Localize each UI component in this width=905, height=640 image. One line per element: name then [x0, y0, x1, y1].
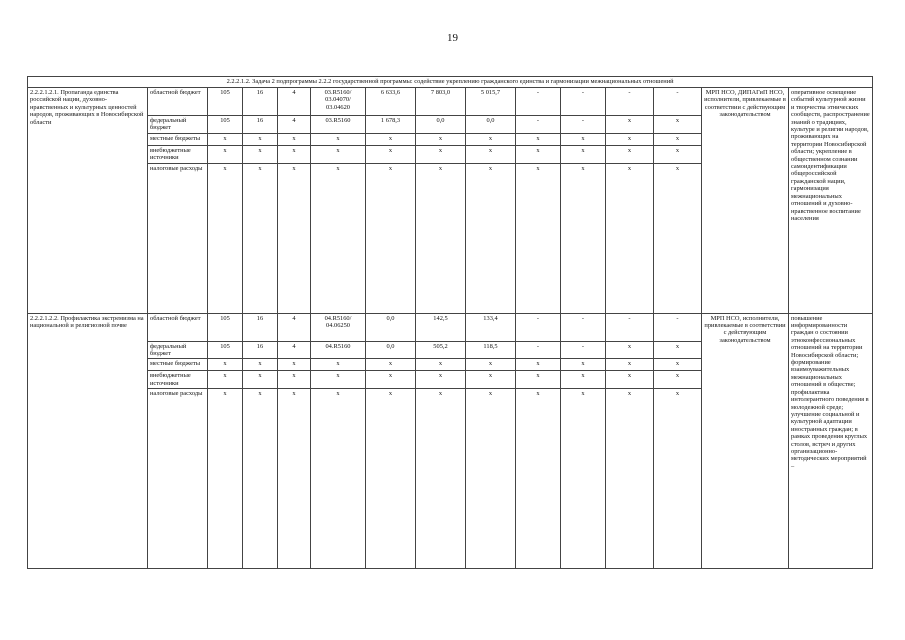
- value-cell-c2: x: [243, 163, 278, 313]
- funding-source: федеральный бюджет: [148, 116, 208, 134]
- value-cell-v2: 7 803,0: [416, 88, 466, 116]
- funding-source: внебюджетные источники: [148, 145, 208, 163]
- value-cell-v6: -: [606, 88, 654, 116]
- value-cell-v4: x: [516, 389, 561, 569]
- value-cell-v5: x: [561, 371, 606, 389]
- value-cell-v5: -: [561, 313, 606, 341]
- value-cell-c3: 4: [278, 116, 311, 134]
- value-cell-v7: x: [654, 145, 702, 163]
- value-cell-c1: x: [208, 389, 243, 569]
- value-cell-c2: x: [243, 145, 278, 163]
- value-cell-c1: 105: [208, 341, 243, 359]
- value-cell-v3: 5 015,7: [466, 88, 516, 116]
- value-cell-c3: 4: [278, 313, 311, 341]
- value-cell-v3: 133,4: [466, 313, 516, 341]
- value-cell-c1: x: [208, 145, 243, 163]
- expected-result: повышение информированности граждан о состоянии этноконфессиональных отношений на территории Новосибирской области; формирование взаимоуважительных межнациональных отношений в обществе; профилактика интолерантного поведения в молодежной среде; улучшение социальной и культурной адаптации иностранных граждан; в рамках проведения круглых столов, встреч и других организационно-методических мероприятий –: [789, 313, 873, 569]
- value-cell-v5: -: [561, 88, 606, 116]
- value-cell-c1: 105: [208, 313, 243, 341]
- value-cell-v5: -: [561, 341, 606, 359]
- value-cell-v2: 0,0: [416, 116, 466, 134]
- value-cell-v5: -: [561, 116, 606, 134]
- value-cell-v6: x: [606, 116, 654, 134]
- value-cell-csr: 04.R5160: [311, 341, 366, 359]
- value-cell-v3: x: [466, 371, 516, 389]
- value-cell-c1: x: [208, 359, 243, 371]
- value-cell-csr: 03.R5160/ 03.04070/ 03.04620: [311, 88, 366, 116]
- value-cell-v2: x: [416, 133, 466, 145]
- funding-source: внебюджетные источники: [148, 371, 208, 389]
- value-cell-v6: x: [606, 163, 654, 313]
- value-cell-v3: x: [466, 133, 516, 145]
- value-cell-c2: 16: [243, 313, 278, 341]
- value-cell-c1: 105: [208, 116, 243, 134]
- value-cell-v4: -: [516, 116, 561, 134]
- value-cell-v4: -: [516, 313, 561, 341]
- value-cell-v1: x: [366, 163, 416, 313]
- value-cell-c3: x: [278, 133, 311, 145]
- funding-source: налоговые расходы: [148, 163, 208, 313]
- value-cell-v2: 142,5: [416, 313, 466, 341]
- value-cell-v3: x: [466, 359, 516, 371]
- value-cell-c2: 16: [243, 341, 278, 359]
- value-cell-c2: x: [243, 389, 278, 569]
- value-cell-v7: -: [654, 313, 702, 341]
- value-cell-v1: x: [366, 145, 416, 163]
- value-cell-csr: x: [311, 163, 366, 313]
- value-cell-c3: x: [278, 145, 311, 163]
- value-cell-csr: 03.R5160: [311, 116, 366, 134]
- value-cell-c3: 4: [278, 341, 311, 359]
- value-cell-v3: x: [466, 145, 516, 163]
- value-cell-v2: x: [416, 359, 466, 371]
- value-cell-c2: x: [243, 133, 278, 145]
- value-cell-v4: x: [516, 145, 561, 163]
- value-cell-v3: x: [466, 163, 516, 313]
- value-cell-v4: x: [516, 359, 561, 371]
- value-cell-v7: x: [654, 359, 702, 371]
- value-cell-v5: x: [561, 145, 606, 163]
- value-cell-v1: 0,0: [366, 341, 416, 359]
- value-cell-v6: x: [606, 145, 654, 163]
- value-cell-v1: 0,0: [366, 313, 416, 341]
- value-cell-v7: x: [654, 389, 702, 569]
- value-cell-v7: x: [654, 116, 702, 134]
- value-cell-v1: x: [366, 371, 416, 389]
- value-cell-v4: x: [516, 163, 561, 313]
- funding-source: местные бюджеты: [148, 359, 208, 371]
- value-cell-v1: x: [366, 133, 416, 145]
- measure-name: 2.2.2.1.2.2. Профилактика экстремизма на национальной и религиозной почве: [28, 313, 148, 569]
- page-number: 19: [447, 32, 458, 44]
- value-cell-csr: x: [311, 389, 366, 569]
- program-table: [27, 76, 873, 569]
- value-cell-c2: x: [243, 371, 278, 389]
- value-cell-c3: x: [278, 163, 311, 313]
- value-cell-v7: x: [654, 163, 702, 313]
- funding-source: налоговые расходы: [148, 389, 208, 569]
- value-cell-v3: 118,5: [466, 341, 516, 359]
- value-cell-c2: x: [243, 359, 278, 371]
- value-cell-v7: x: [654, 133, 702, 145]
- value-cell-v5: x: [561, 163, 606, 313]
- value-cell-c3: x: [278, 389, 311, 569]
- value-cell-v1: 1 678,3: [366, 116, 416, 134]
- value-cell-v4: x: [516, 133, 561, 145]
- value-cell-csr: x: [311, 371, 366, 389]
- value-cell-v2: x: [416, 389, 466, 569]
- value-cell-v4: x: [516, 371, 561, 389]
- value-cell-v2: 505,2: [416, 341, 466, 359]
- funding-source: областной бюджет: [148, 313, 208, 341]
- value-cell-v1: x: [366, 359, 416, 371]
- value-cell-v4: -: [516, 341, 561, 359]
- value-cell-v6: x: [606, 389, 654, 569]
- value-cell-c3: 4: [278, 88, 311, 116]
- value-cell-v5: x: [561, 133, 606, 145]
- value-cell-v7: -: [654, 88, 702, 116]
- executor: МРП НСО, ДИПАГиП НСО, исполнители, привлекаемые в соответствии с действующим законодательством: [702, 88, 789, 314]
- value-cell-c2: 16: [243, 88, 278, 116]
- value-cell-c3: x: [278, 371, 311, 389]
- value-cell-c2: 16: [243, 116, 278, 134]
- value-cell-c1: x: [208, 371, 243, 389]
- funding-source: федеральный бюджет: [148, 341, 208, 359]
- value-cell-v6: -: [606, 313, 654, 341]
- executor: МРП НСО, исполнители, привлекаемые в соответствии с действующим законодательством: [702, 313, 789, 569]
- value-cell-c1: x: [208, 163, 243, 313]
- value-cell-csr: x: [311, 359, 366, 371]
- value-cell-v7: x: [654, 371, 702, 389]
- value-cell-v2: x: [416, 371, 466, 389]
- expected-result: оперативное освещение событий культурной жизни и творчества этнических сообществ, распространение знаний о традициях, культуре и религии народов, проживающих на территории Новосибирской области; укрепление в общественном сознании самоидентификации общероссийской гражданской нации, гармонизация межнациональных отношений и духовно-нравственное воспитание населения: [789, 88, 873, 314]
- task-header-row: [28, 77, 873, 88]
- value-cell-v2: x: [416, 163, 466, 313]
- value-cell-csr: x: [311, 133, 366, 145]
- financing-row: [28, 88, 873, 116]
- value-cell-v6: x: [606, 341, 654, 359]
- value-cell-csr: x: [311, 145, 366, 163]
- funding-source: областной бюджет: [148, 88, 208, 116]
- value-cell-v3: 0,0: [466, 116, 516, 134]
- financing-row: [28, 313, 873, 341]
- value-cell-v3: x: [466, 389, 516, 569]
- value-cell-v7: x: [654, 341, 702, 359]
- value-cell-v5: x: [561, 389, 606, 569]
- value-cell-v4: -: [516, 88, 561, 116]
- value-cell-v6: x: [606, 133, 654, 145]
- value-cell-v1: 6 633,6: [366, 88, 416, 116]
- task-header: 2.2.2.1.2. Задача 2 подпрограммы 2.2.2 государственной программы: содействие укреплению гражданского единства и гармонизации межнациональных отношений: [28, 77, 873, 88]
- value-cell-c1: x: [208, 133, 243, 145]
- measure-name: 2.2.2.1.2.1. Пропаганда единства российской нации, духовно-нравственных и культурных ценностей народов, проживающих в Новосибирской области: [28, 88, 148, 314]
- value-cell-c3: x: [278, 359, 311, 371]
- value-cell-v1: x: [366, 389, 416, 569]
- funding-source: местные бюджеты: [148, 133, 208, 145]
- value-cell-v6: x: [606, 371, 654, 389]
- value-cell-v5: x: [561, 359, 606, 371]
- value-cell-c1: 105: [208, 88, 243, 116]
- value-cell-v2: x: [416, 145, 466, 163]
- value-cell-v6: x: [606, 359, 654, 371]
- value-cell-csr: 04.R5160/ 04.06250: [311, 313, 366, 341]
